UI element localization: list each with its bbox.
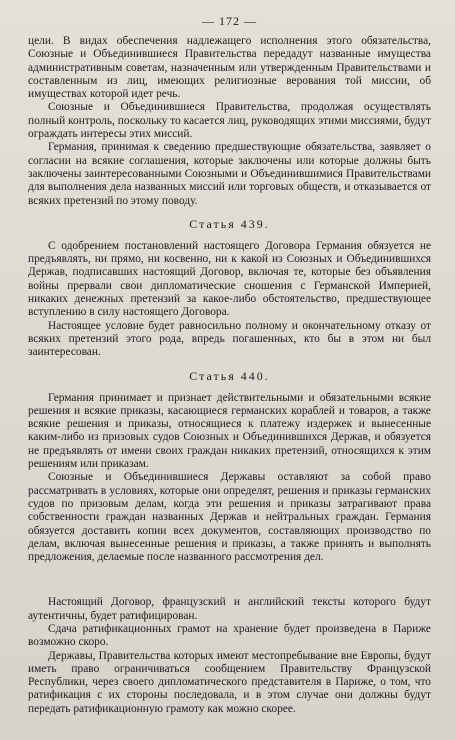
closing-paragraph-non-european-powers: Державы, Правительства которых имеют местопребывание вне Европы, будут иметь право ограничиваться сообщением Правительству Французской Республики, через своего дипломатического представителя в Париже, о том, что ратификация с их стороны последовала, и в этом случае они должны будут передать ратификационную грамоту как можно скорее. bbox=[28, 649, 431, 715]
article-440-heading: Статья 440. bbox=[189, 368, 270, 383]
article-440-paragraph-2: Союзные и Объединившиеся Державы оставляют за собой право рассматривать в условиях, которые они определят, решения и приказы германских судов по призовым делам, когда эти решения и приказы затрагивают права собственности граждан названных Держав и нейтральных граждан. Германия обязуется доставить копии всех документов, составляющих производство по делам, включая вынесенные решения и приказы, а также принять и выполнять предложения, делаемые после названного рассмотрения дел. bbox=[28, 471, 431, 564]
article-439-heading: Статья 439. bbox=[189, 216, 270, 231]
article-439-paragraph-2: Настоящее условие будет равносильно полному и окончательному отказу от всяких претензий этого рода, впредь погашенных, кто бы в этом ни был заинтересован. bbox=[28, 319, 431, 359]
paragraph-missions-control: Союзные и Объединившиеся Правительства, продолжая осуществлять полный контроль, поскольку то касается лиц, руководящих этими миссиями, будут ограждать интересы этих миссий. bbox=[28, 101, 431, 141]
paragraph-missions-property: цели. В видах обеспечения надлежащего исполнения этого обязательства, Союзные и Объединившиеся Правительства передадут названные имущества административным советам, назначенным или утвержденным Правительствами и составленным из лиц, имеющих религиозные верования той миссии, об имуществах которой идет речь. bbox=[28, 35, 431, 101]
paragraph-germany-consent: Германия, принимая к сведению предшествующие обязательства, заявляет о согласии на всякие соглашения, которые заключены или которые должны быть заключены заинтересованными Союзными и Объединившимися Правительствами для выполнения дела названных миссий или торговых обществ, и отказывается от всяких претензий по этому поводу. bbox=[28, 141, 431, 207]
article-440-paragraph-1: Германия принимает и признает действительными и обязательными всякие решения и всякие приказы, касающиеся германских кораблей и товаров, а также всякие решения и приказы, относящиеся к платежу издержек и вынесенные каким-либо из призовых судов Союзных и Объединившихся Держав, и обязуется не предъявлять от имени своих граждан никаких претензий, относящихся к этим решениям или приказам. bbox=[28, 391, 431, 471]
article-439-paragraph-1: С одобрением постановлений настоящего Договора Германия обязуется не предъявлять, ни прямо, ни косвенно, ни к какой из Союзных и Объединившихся Держав, подписавших настоящий Договор, включая те, которые без объявления войны прервали свои дипломатические сношения с Германской Империей, никаких денежных претензий за какое-либо обстоятельство, предшествующее вступлению в силу настоящего Договора. bbox=[28, 239, 431, 319]
section-gap bbox=[28, 564, 431, 596]
closing-paragraph-deposit: Сдача ратификационных грамот на хранение будет произведена в Париже возможно скоро. bbox=[28, 622, 431, 649]
closing-paragraph-ratification: Настоящий Договор, французский и английский тексты которого будут аутентичны, будет ратифицирован. bbox=[28, 596, 431, 622]
page-number: — 172 — bbox=[202, 14, 257, 28]
